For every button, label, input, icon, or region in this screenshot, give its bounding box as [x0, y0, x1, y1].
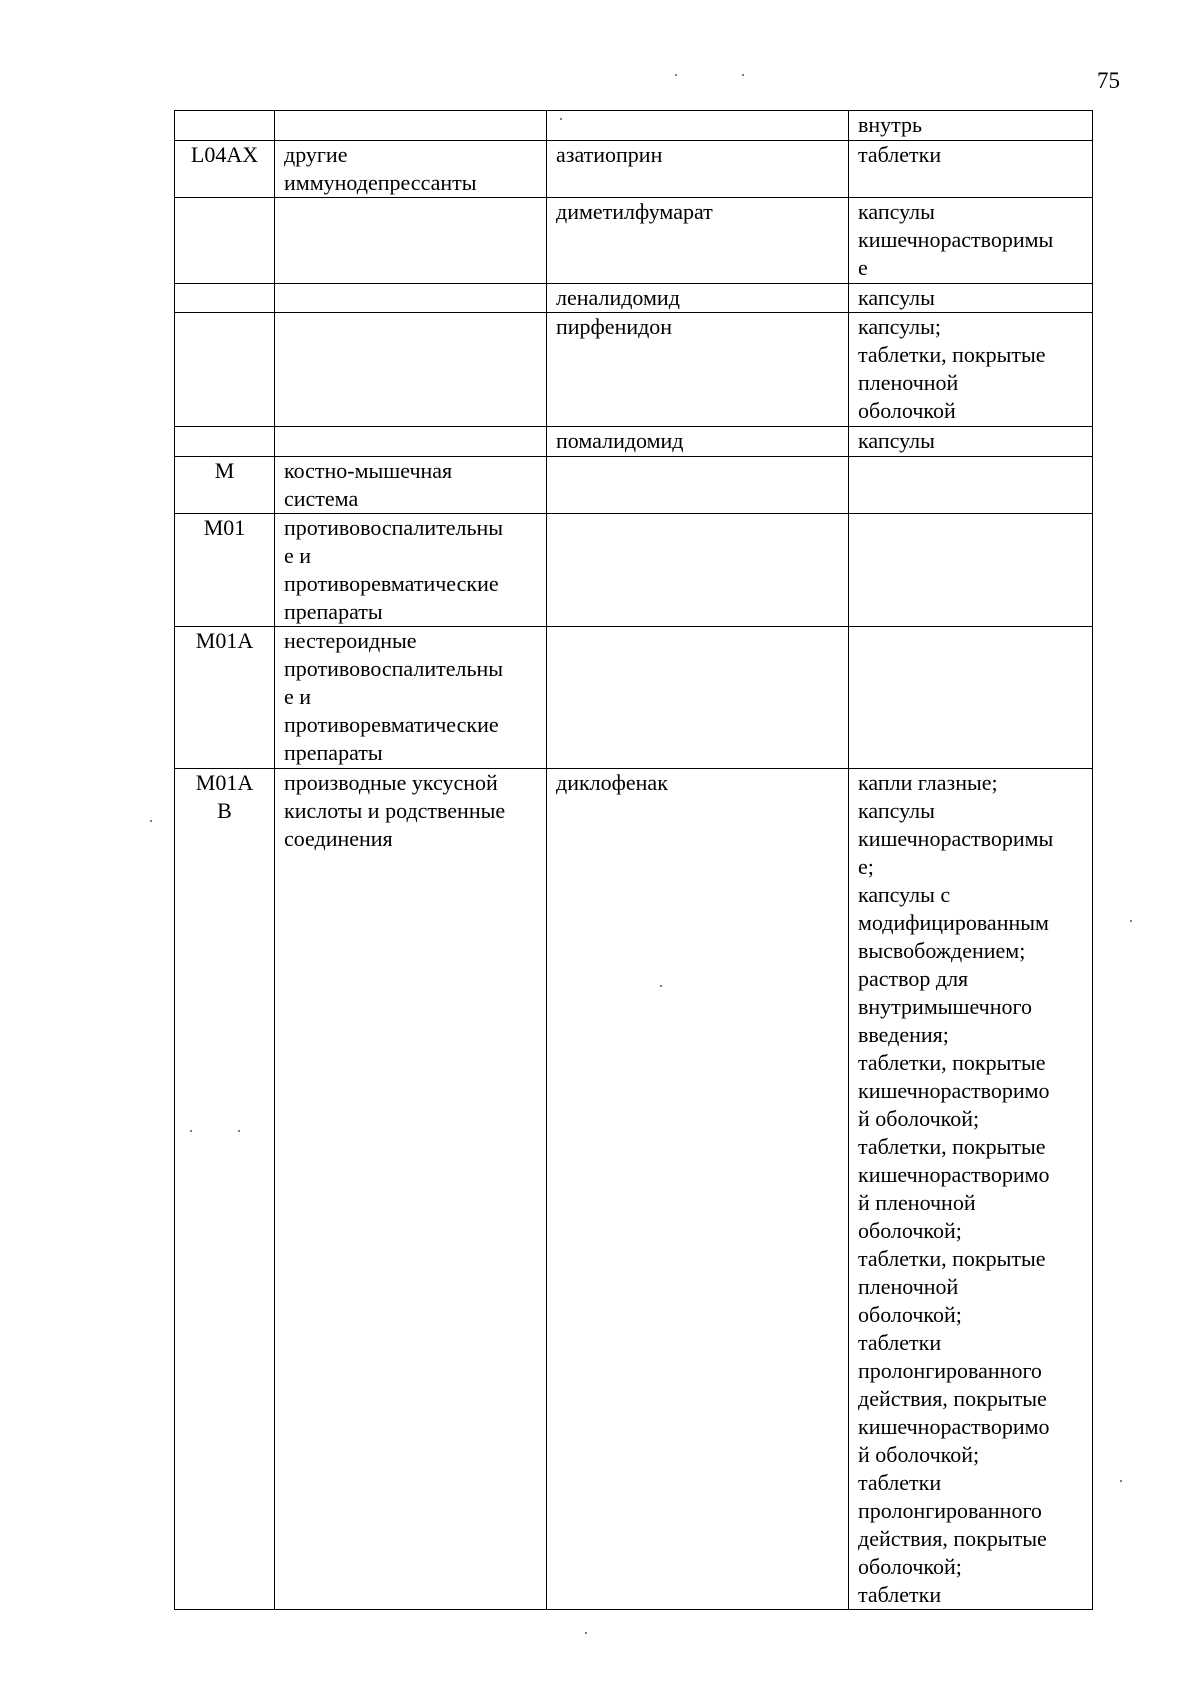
scan-speck — [1120, 1480, 1122, 1482]
table-row — [175, 284, 1093, 313]
scan-speck — [660, 985, 662, 987]
group-name-cell: нестероидные противовоспалительны е и противоревматические препараты — [275, 627, 547, 769]
table-row — [175, 457, 1093, 514]
dosage-form-cell: капсулы; таблетки, покрытые пленочной оболочкой — [849, 313, 1093, 427]
atc-code-cell — [175, 284, 275, 313]
group-name-cell — [275, 284, 547, 313]
drug-name-cell — [547, 627, 849, 769]
group-name-cell — [275, 313, 547, 427]
dosage-form-cell: таблетки — [849, 141, 1093, 198]
scan-speck — [150, 820, 152, 822]
atc-code-cell — [175, 198, 275, 284]
dosage-form-cell — [849, 457, 1093, 514]
scan-speck — [1130, 920, 1132, 922]
group-name-cell — [275, 111, 547, 141]
drug-name-cell: леналидомид — [547, 284, 849, 313]
table-row — [175, 313, 1093, 427]
atc-code-cell — [175, 427, 275, 457]
table-row — [175, 627, 1093, 769]
dosage-form-cell: капсулы кишечнорастворимы е — [849, 198, 1093, 284]
table-row — [175, 427, 1093, 457]
dosage-form-cell — [849, 627, 1093, 769]
group-name-cell: другие иммунодепрессанты — [275, 141, 547, 198]
atc-code-cell: M01A B — [175, 769, 275, 1610]
scan-speck — [238, 1130, 240, 1132]
drug-table — [174, 110, 1093, 1610]
atc-code-cell: M — [175, 457, 275, 514]
atc-code-cell: M01A — [175, 627, 275, 769]
table-row — [175, 514, 1093, 627]
group-name-cell: противовоспалительны е и противоревматические препараты — [275, 514, 547, 627]
drug-name-cell — [547, 457, 849, 514]
drug-name-cell: азатиоприн — [547, 141, 849, 198]
scan-speck — [675, 74, 677, 76]
atc-code-cell: L04AX — [175, 141, 275, 198]
drug-name-cell — [547, 514, 849, 627]
scan-speck — [560, 118, 562, 120]
page-number: 75 — [1097, 68, 1120, 93]
dosage-form-cell: капсулы — [849, 427, 1093, 457]
group-name-cell: костно-мышечная система — [275, 457, 547, 514]
table-row — [175, 769, 1093, 1610]
drug-name-cell: помалидомид — [547, 427, 849, 457]
atc-code-cell — [175, 313, 275, 427]
drug-name-cell: диметилфумарат — [547, 198, 849, 284]
dosage-form-cell: внутрь — [849, 111, 1093, 141]
dosage-form-cell: капсулы — [849, 284, 1093, 313]
group-name-cell: производные уксусной кислоты и родственные соединения — [275, 769, 547, 1610]
dosage-form-cell — [849, 514, 1093, 627]
scan-speck — [190, 1130, 192, 1132]
table-row — [175, 198, 1093, 284]
group-name-cell — [275, 427, 547, 457]
table-row — [175, 111, 1093, 141]
group-name-cell — [275, 198, 547, 284]
drug-name-cell: пирфенидон — [547, 313, 849, 427]
drug-name-cell: диклофенак — [547, 769, 849, 1610]
table-row — [175, 141, 1093, 198]
atc-code-cell — [175, 111, 275, 141]
drug-name-cell — [547, 111, 849, 141]
scan-speck — [742, 74, 744, 76]
dosage-form-cell: капли глазные; капсулы кишечнорастворимы е; капсулы с модифицированным высвобождением; раствор для внутримышечного введения; таблетки, покрытые кишечнорастворимо й оболочкой; таблетки, покрытые кишечнорастворимо й пленочной оболочкой; таблетки, покрытые пленочной оболочкой; таблетки пролонгированного действия, покрытые кишечнорастворимо й оболочкой; таблетки пролонгированного действия, покрытые оболочкой; таблетки — [849, 769, 1093, 1610]
atc-code-cell: M01 — [175, 514, 275, 627]
scan-speck — [585, 1632, 587, 1634]
